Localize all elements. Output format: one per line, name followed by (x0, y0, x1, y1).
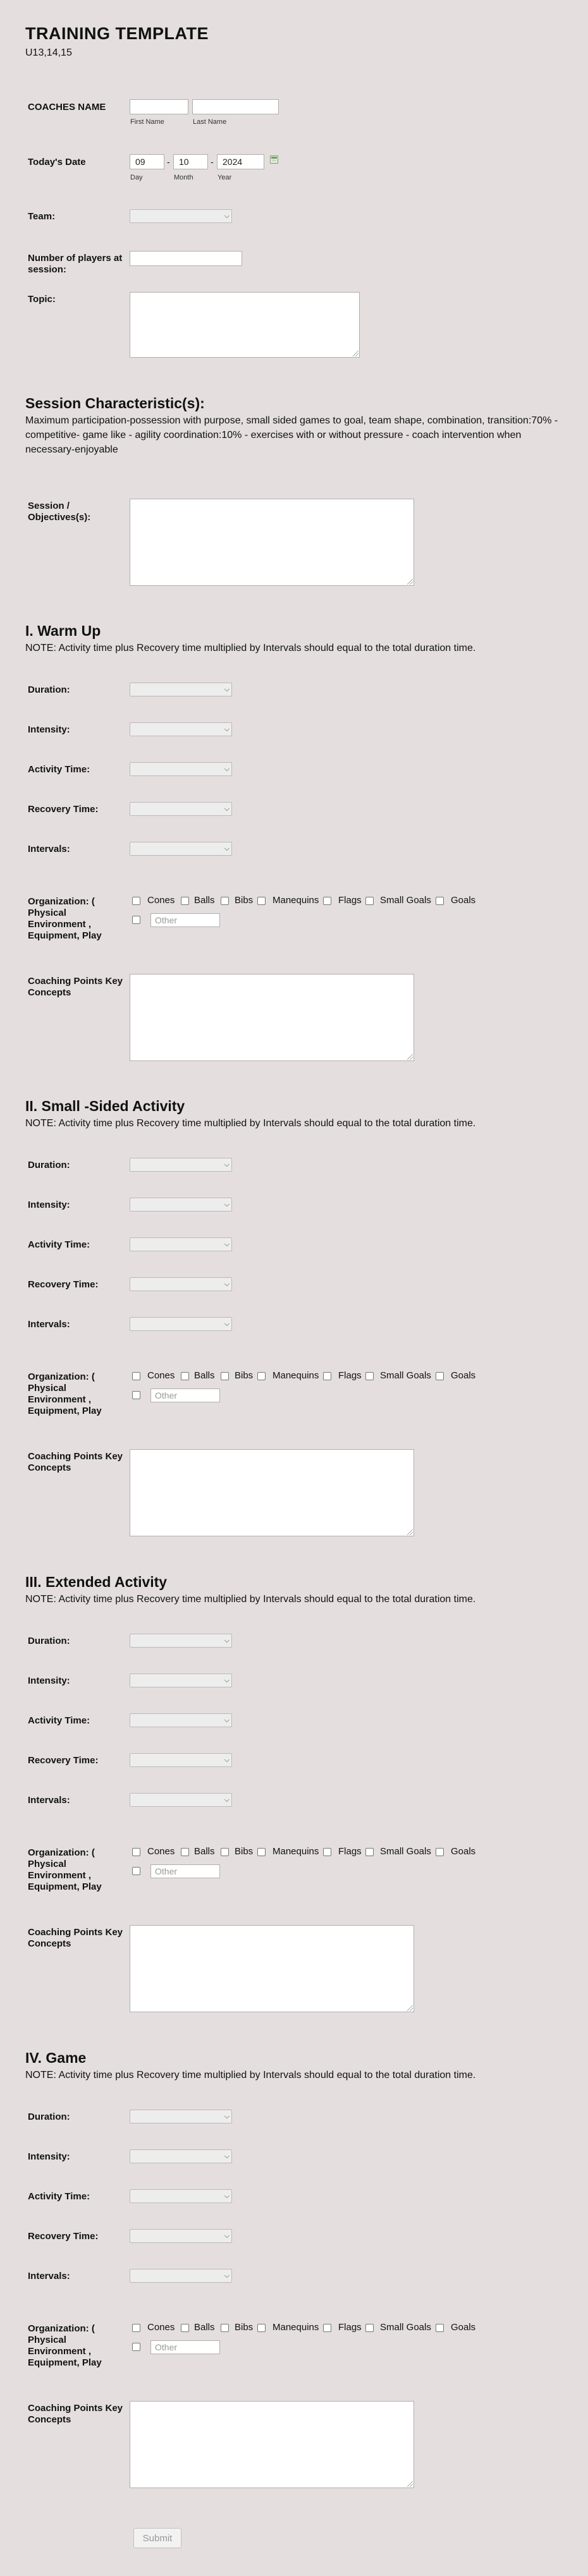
chevron-down-icon: ⌵ (224, 1320, 230, 1328)
submit-button[interactable]: Submit (133, 2528, 181, 2548)
year-caption: Year (217, 174, 232, 181)
chevron-down-icon: ⌵ (224, 1796, 230, 1804)
equipment-checkbox[interactable] (181, 1848, 189, 1856)
chevron-down-icon: ⌵ (224, 1201, 230, 1208)
resize-grip-icon[interactable] (407, 2005, 413, 2011)
chevron-down-icon: ⌵ (224, 1280, 230, 1288)
other-input[interactable] (150, 913, 220, 927)
team-label: Team: (28, 211, 56, 222)
chevron-down-icon: ⌵ (224, 1677, 230, 1684)
equipment-label: Manequins (273, 2322, 319, 2333)
equipment-checkbox[interactable] (132, 2324, 140, 2332)
resize-grip-icon[interactable] (407, 579, 413, 585)
activity-time-select[interactable] (130, 2189, 232, 2203)
other-input[interactable] (150, 2340, 220, 2354)
coaching-points-textarea[interactable] (130, 974, 414, 1061)
first-name-input[interactable] (130, 99, 188, 114)
equipment-label: Flags (338, 895, 362, 906)
other-checkbox[interactable] (132, 1391, 140, 1399)
chevron-down-icon: ⌵ (224, 2192, 230, 2200)
calendar-icon[interactable] (270, 155, 278, 164)
equipment-label: Balls (194, 2322, 215, 2333)
equipment-label: Bibs (235, 2322, 254, 2333)
intensity-select[interactable] (130, 2149, 232, 2163)
duration-select[interactable] (130, 683, 232, 696)
other-checkbox[interactable] (132, 1867, 140, 1875)
activity-label: Activity Time: (28, 2191, 90, 2202)
equipment-label: Balls (194, 1370, 215, 1381)
section-title: III. Extended Activity (25, 1574, 168, 1590)
duration-label: Duration: (28, 1160, 70, 1170)
equipment-checkbox[interactable] (323, 897, 331, 905)
equipment-checkbox[interactable] (436, 1848, 444, 1856)
equipment-checkbox[interactable] (181, 2324, 189, 2332)
intensity-label: Intensity: (28, 1675, 70, 1686)
equipment-label: Goals (451, 1370, 476, 1381)
last-name-caption: Last Name (193, 118, 227, 126)
equipment-checkbox[interactable] (436, 1372, 444, 1380)
equipment-checkbox[interactable] (365, 2324, 374, 2332)
objectives-textarea[interactable] (130, 499, 414, 586)
month-input[interactable] (173, 154, 208, 169)
coaching-points-label: Coaching Points Key Concepts (28, 1927, 123, 1949)
equipment-checkbox[interactable] (257, 2324, 266, 2332)
chevron-down-icon: ⌵ (224, 805, 230, 813)
section-title: IV. Game (25, 2050, 87, 2066)
equipment-label: Goals (451, 895, 476, 906)
recovery-time-select[interactable] (130, 2229, 232, 2243)
intervals-label: Intervals: (28, 1795, 70, 1806)
equipment-label: Goals (451, 1846, 476, 1857)
duration-select[interactable] (130, 1158, 232, 1172)
duration-label: Duration: (28, 1636, 70, 1646)
equipment-checkbox[interactable] (181, 897, 189, 905)
intensity-select[interactable] (130, 1674, 232, 1687)
activity-time-select[interactable] (130, 1237, 232, 1251)
equipment-checkbox[interactable] (221, 2324, 229, 2332)
chevron-down-icon: ⌵ (224, 1161, 230, 1169)
equipment-checkbox[interactable] (221, 897, 229, 905)
equipment-checkbox[interactable] (181, 1372, 189, 1380)
equipment-label: Manequins (273, 1846, 319, 1857)
activity-time-select[interactable] (130, 1713, 232, 1727)
intervals-select[interactable] (130, 2269, 232, 2283)
section-note: NOTE: Activity time plus Recovery time multiplied by Intervals should equal to the total duration time. (25, 1118, 476, 1129)
equipment-label: Small Goals (380, 1370, 431, 1381)
day-input[interactable] (130, 154, 164, 169)
coaches-name-label: COACHES NAME (28, 102, 106, 112)
duration-select[interactable] (130, 1634, 232, 1648)
equipment-label: Cones (147, 2322, 175, 2333)
recovery-label: Recovery Time: (28, 1755, 99, 1766)
team-select[interactable] (130, 209, 232, 223)
other-checkbox[interactable] (132, 916, 140, 924)
equipment-checkbox[interactable] (436, 897, 444, 905)
equipment-checkbox[interactable] (221, 1848, 229, 1856)
equipment-checkbox[interactable] (365, 897, 374, 905)
duration-label: Duration: (28, 2111, 70, 2122)
equipment-checkbox[interactable] (257, 897, 266, 905)
coaching-points-label: Coaching Points Key Concepts (28, 2403, 123, 2425)
intervals-label: Intervals: (28, 2271, 70, 2281)
coaching-points-label: Coaching Points Key Concepts (28, 1451, 123, 1473)
equipment-label: Flags (338, 1370, 362, 1381)
equipment-label: Small Goals (380, 895, 431, 906)
other-input[interactable] (150, 1388, 220, 1402)
coaching-points-textarea[interactable] (130, 1925, 414, 2012)
equipment-checkbox[interactable] (257, 1372, 266, 1380)
coaching-points-textarea[interactable] (130, 2401, 414, 2488)
equipment-checkbox[interactable] (257, 1848, 266, 1856)
equipment-checkbox[interactable] (132, 897, 140, 905)
intensity-select[interactable] (130, 1198, 232, 1212)
last-name-input[interactable] (192, 99, 279, 114)
chevron-down-icon: ⌵ (224, 2113, 230, 2120)
equipment-label: Small Goals (380, 2322, 431, 2333)
recovery-time-select[interactable] (130, 802, 232, 816)
chevron-down-icon: ⌵ (224, 726, 230, 733)
recovery-label: Recovery Time: (28, 804, 99, 815)
topic-label: Topic: (28, 294, 56, 305)
equipment-checkbox[interactable] (436, 2324, 444, 2332)
resize-grip-icon[interactable] (353, 351, 358, 356)
equipment-label: Manequins (273, 895, 319, 906)
chevron-down-icon: ⌵ (224, 2272, 230, 2280)
resize-grip-icon[interactable] (407, 1529, 413, 1535)
date-separator: - (167, 157, 170, 167)
objectives-label: Session / Objectives(s): (28, 501, 91, 523)
chevron-down-icon: ⌵ (224, 1756, 230, 1764)
intensity-label: Intensity: (28, 724, 70, 735)
recovery-time-select[interactable] (130, 1277, 232, 1291)
recovery-label: Recovery Time: (28, 2231, 99, 2242)
organization-label: Organization: ( Physical Environment , Equipment, Play (28, 896, 102, 941)
equipment-label: Bibs (235, 895, 254, 906)
month-caption: Month (174, 174, 193, 181)
equipment-label: Flags (338, 2322, 362, 2333)
equipment-checkbox[interactable] (365, 1372, 374, 1380)
activity-label: Activity Time: (28, 764, 90, 775)
chevron-down-icon: ⌵ (224, 1637, 230, 1644)
equipment-label: Small Goals (380, 1846, 431, 1857)
equipment-label: Bibs (235, 1370, 254, 1381)
resize-grip-icon[interactable] (407, 1054, 413, 1060)
date-separator: - (211, 157, 214, 167)
equipment-checkbox[interactable] (132, 1848, 140, 1856)
duration-label: Duration: (28, 684, 70, 695)
coaching-points-label: Coaching Points Key Concepts (28, 976, 123, 998)
characteristics-title: Session Characteristic(s): (25, 395, 205, 411)
chevron-down-icon: ⌵ (224, 212, 230, 220)
equipment-checkbox[interactable] (323, 1372, 331, 1380)
other-checkbox[interactable] (132, 2343, 140, 2351)
organization-label: Organization: ( Physical Environment , Equipment, Play (28, 1371, 102, 1416)
activity-label: Activity Time: (28, 1239, 90, 1250)
organization-label: Organization: ( Physical Environment , Equipment, Play (28, 2323, 102, 2368)
equipment-label: Bibs (235, 1846, 254, 1857)
chevron-down-icon: ⌵ (224, 1716, 230, 1724)
other-input[interactable] (150, 1864, 220, 1878)
intervals-select[interactable] (130, 1317, 232, 1331)
chevron-down-icon: ⌵ (224, 2232, 230, 2240)
intensity-select[interactable] (130, 722, 232, 736)
chevron-down-icon: ⌵ (224, 1241, 230, 1248)
recovery-time-select[interactable] (130, 1753, 232, 1767)
intervals-select[interactable] (130, 842, 232, 856)
chevron-down-icon: ⌵ (224, 2153, 230, 2160)
year-input[interactable] (217, 154, 264, 169)
section-note: NOTE: Activity time plus Recovery time multiplied by Intervals should equal to the total duration time. (25, 1594, 476, 1605)
section-title: I. Warm Up (25, 623, 101, 639)
intervals-label: Intervals: (28, 844, 70, 854)
players-label: Number of players at session: (28, 253, 123, 275)
topic-textarea[interactable] (130, 292, 360, 358)
equipment-label: Flags (338, 1846, 362, 1857)
equipment-label: Manequins (273, 1370, 319, 1381)
chevron-down-icon: ⌵ (224, 845, 230, 853)
intervals-label: Intervals: (28, 1319, 70, 1330)
equipment-label: Cones (147, 1370, 175, 1381)
first-name-caption: First Name (130, 118, 164, 126)
equipment-label: Goals (451, 2322, 476, 2333)
activity-label: Activity Time: (28, 1715, 90, 1726)
chevron-down-icon: ⌵ (224, 686, 230, 693)
intensity-label: Intensity: (28, 1200, 70, 1210)
equipment-label: Cones (147, 1846, 175, 1857)
recovery-label: Recovery Time: (28, 1279, 99, 1290)
activity-time-select[interactable] (130, 762, 232, 776)
equipment-label: Balls (194, 1846, 215, 1857)
duration-select[interactable] (130, 2110, 232, 2123)
equipment-checkbox[interactable] (323, 1848, 331, 1856)
equipment-label: Balls (194, 895, 215, 906)
day-caption: Day (130, 174, 143, 181)
intensity-label: Intensity: (28, 2151, 70, 2162)
todays-date-label: Today's Date (28, 157, 86, 167)
organization-label: Organization: ( Physical Environment , Equipment, Play (28, 1847, 102, 1892)
chevron-down-icon: ⌵ (224, 765, 230, 773)
equipment-checkbox[interactable] (323, 2324, 331, 2332)
page-subtitle: U13,14,15 (25, 47, 72, 58)
equipment-checkbox[interactable] (132, 1372, 140, 1380)
equipment-checkbox[interactable] (221, 1372, 229, 1380)
intervals-select[interactable] (130, 1793, 232, 1807)
section-note: NOTE: Activity time plus Recovery time multiplied by Intervals should equal to the total duration time. (25, 643, 476, 653)
section-title: II. Small -Sided Activity (25, 1098, 185, 1114)
coaching-points-textarea[interactable] (130, 1449, 414, 1536)
players-input[interactable] (130, 251, 242, 266)
section-note: NOTE: Activity time plus Recovery time multiplied by Intervals should equal to the total duration time. (25, 2070, 476, 2081)
equipment-checkbox[interactable] (365, 1848, 374, 1856)
equipment-label: Cones (147, 895, 175, 906)
characteristics-text: Maximum participation-possession with purpose, small sided games to goal, team shape, combination, transition:70% - competitive- game like - agility coordination:10% - exercises with or without pressure - coach intervention when necessary-enjoyable (25, 415, 558, 455)
resize-grip-icon[interactable] (407, 2481, 413, 2487)
page-title: TRAINING TEMPLATE (25, 24, 209, 43)
